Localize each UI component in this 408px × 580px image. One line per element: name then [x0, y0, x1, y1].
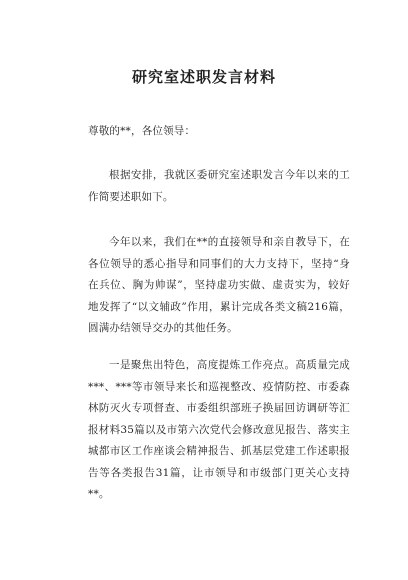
paragraph-summary: 今年以来，我们在**的直接领导和亲自教导下，在各位领导的悉心指导和同事们的大力支持下，坚持“身在兵位、胸为帅谋”，坚持虚功实做、虚责实为，较好地发挥了“以文辅政”作用，累计完成各类文稿216篇，圆满办结领导交办的其他任务。: [88, 236, 350, 334]
document-title: 研究室述职发言材料: [131, 68, 276, 86]
paragraph-intro: 根据安排，我就区委研究室述职发言今年以来的工作简要述职如下。: [88, 169, 350, 203]
paragraph-highlights: 一是聚焦出特色，高度提炼工作亮点。高质量完成***、***等市领导来长和巡视整改、疫情防控、市委森林防灭火专项督查、市委组织部班子换届回访调研等汇报材料35篇以及市第六次党代会修改意见报告、落实主城都市区工作座谈会精神报告、抓基层党建工作述职报告等各类报告31篇，让市领导和市级部门更关心支持**。: [88, 359, 350, 500]
greeting-line: 尊敬的**，各位领导：: [88, 125, 196, 137]
